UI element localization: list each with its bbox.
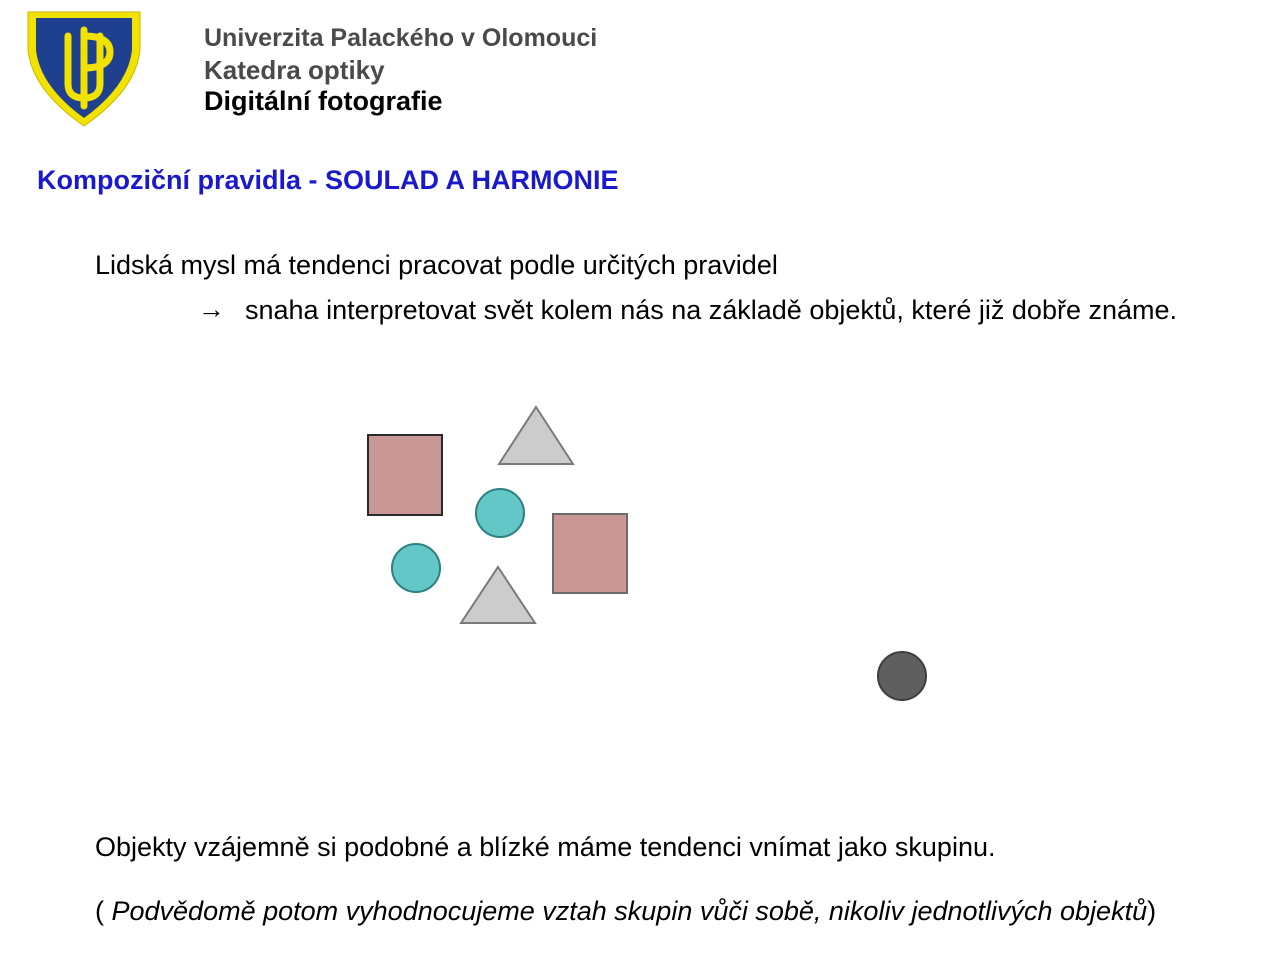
university-name: Univerzita Palackého v Olomouci [204, 24, 598, 52]
note-text [95, 896, 1156, 927]
circle-shape [476, 489, 524, 537]
consequence-text: snaha interpretovat svět kolem nás na základě objektů, které již dobře známe. [245, 295, 1178, 325]
circle-shape [878, 652, 926, 700]
university-logo-icon [26, 10, 142, 128]
intro-text: Lidská mysl má tendenci pracovat podle určitých pravidel [95, 250, 778, 280]
grouping-statement: Objekty vzájemně si podobné a blízké máme tendenci vnímat jako skupinu. [95, 832, 996, 862]
note-close-paren: ) [1147, 896, 1157, 926]
course-name: Digitální fotografie [204, 86, 443, 116]
note-open-paren: ( [95, 896, 112, 926]
square-shape [368, 435, 442, 515]
arrow-right-icon: → [198, 294, 225, 324]
triangle-shape [461, 567, 535, 623]
department-name: Katedra optiky [204, 55, 385, 85]
note-italic-text: Podvědomě potom vyhodnocujeme vztah skupin vůči sobě, nikoliv jednotlivých objektů [111, 896, 1148, 926]
square-shape [553, 514, 627, 593]
triangle-shape [499, 407, 573, 464]
circle-shape [392, 544, 440, 592]
slide-title: Kompoziční pravidla - SOULAD A HARMONIE [37, 165, 619, 195]
